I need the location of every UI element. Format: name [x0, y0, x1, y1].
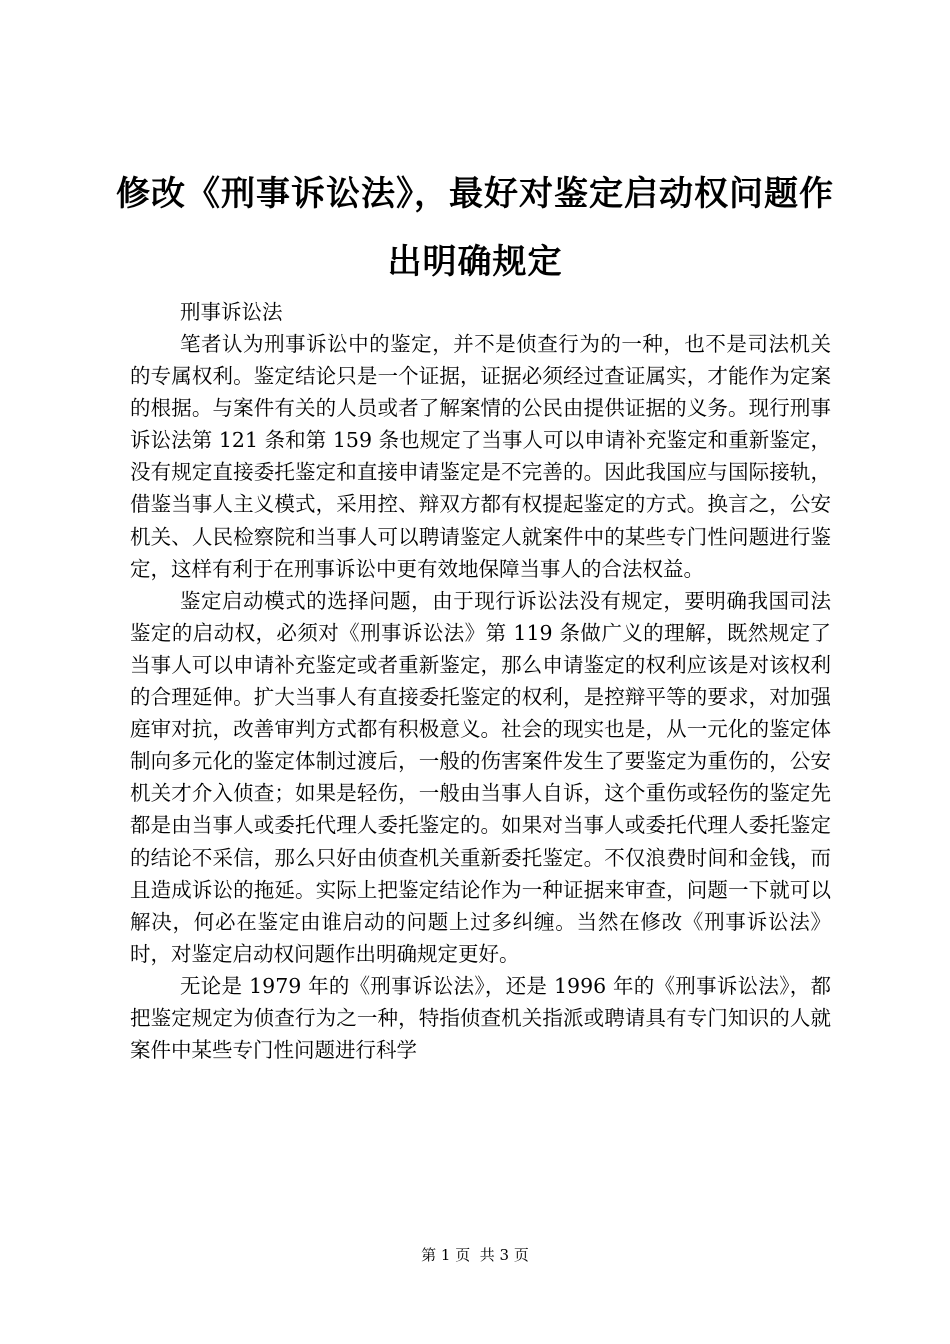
page-footer	[0, 1245, 950, 1265]
page-total: 共 3 页	[479, 1246, 529, 1264]
subheading: 刑事诉讼法	[180, 300, 283, 324]
page-number: 第 1 页	[421, 1246, 471, 1264]
paragraph-2: 鉴定启动模式的选择问题，由于现行诉讼法没有规定，要明确我国司法鉴定的启动权，必须对《刑事诉讼法》第 119 条做广义的理解，既然规定了当事人可以申请补充鉴定或者重新鉴定，那么申请鉴定的权利应该是对该权利的合理延伸。扩大当事人有直接委托鉴定的权利，是控辩平等的要求，对加强庭审对抗，改善审判方式都有积极意义。社会的现实也是，从一元化的鉴定体制向多元化的鉴定体制过渡后，一般的伤害案件发生了要鉴定为重伤的，公安机关才介入侦查；如果是轻伤，一般由当事人自诉，这个重伤或轻伤的鉴定先都是由当事人或委托代理人委托鉴定的。如果对当事人或委托代理人委托鉴定的结论不采信，那么只好由侦查机关重新委托鉴定。不仅浪费时间和金钱，而且造成诉讼的拖延。实际上把鉴定结论作为一种证据来审查，问题一下就可以解决，何必在鉴定由谁启动的问题上过多纠缠。当然在修改《刑事诉讼法》时，对鉴定启动权问题作出明确规定更好。	[130, 588, 831, 966]
paragraph-1: 笔者认为刑事诉讼中的鉴定，并不是侦查行为的一种，也不是司法机关的专属权利。鉴定结论只是一个证据，证据必须经过查证属实，才能作为定案的根据。与案件有关的人员或者了解案情的公民由提供证据的义务。现行刑事诉讼法第 121 条和第 159 条也规定了当事人可以申请补充鉴定和重新鉴定，没有规定直接委托鉴定和直接申请鉴定是不完善的。因此我国应与国际接轨，借鉴当事人主义模式，采用控、辩双方都有权提起鉴定的方式。换言之，公安机关、人民检察院和当事人可以聘请鉴定人就案件中的某些专门性问题进行鉴定，这样有利于在刑事诉讼中更有效地保障当事人的合法权益。	[130, 332, 831, 581]
paragraph-3: 无论是 1979 年的《刑事诉讼法》，还是 1996 年的《刑事诉讼法》，都把鉴定规定为侦查行为之一种，特指侦查机关指派或聘请具有专门知识的人就案件中某些专门性问题进行科学	[130, 973, 831, 1063]
page-title: 修改《刑事诉讼法》，最好对鉴定启动权问题作出明确规定	[116, 174, 834, 282]
document-body	[130, 296, 831, 1066]
